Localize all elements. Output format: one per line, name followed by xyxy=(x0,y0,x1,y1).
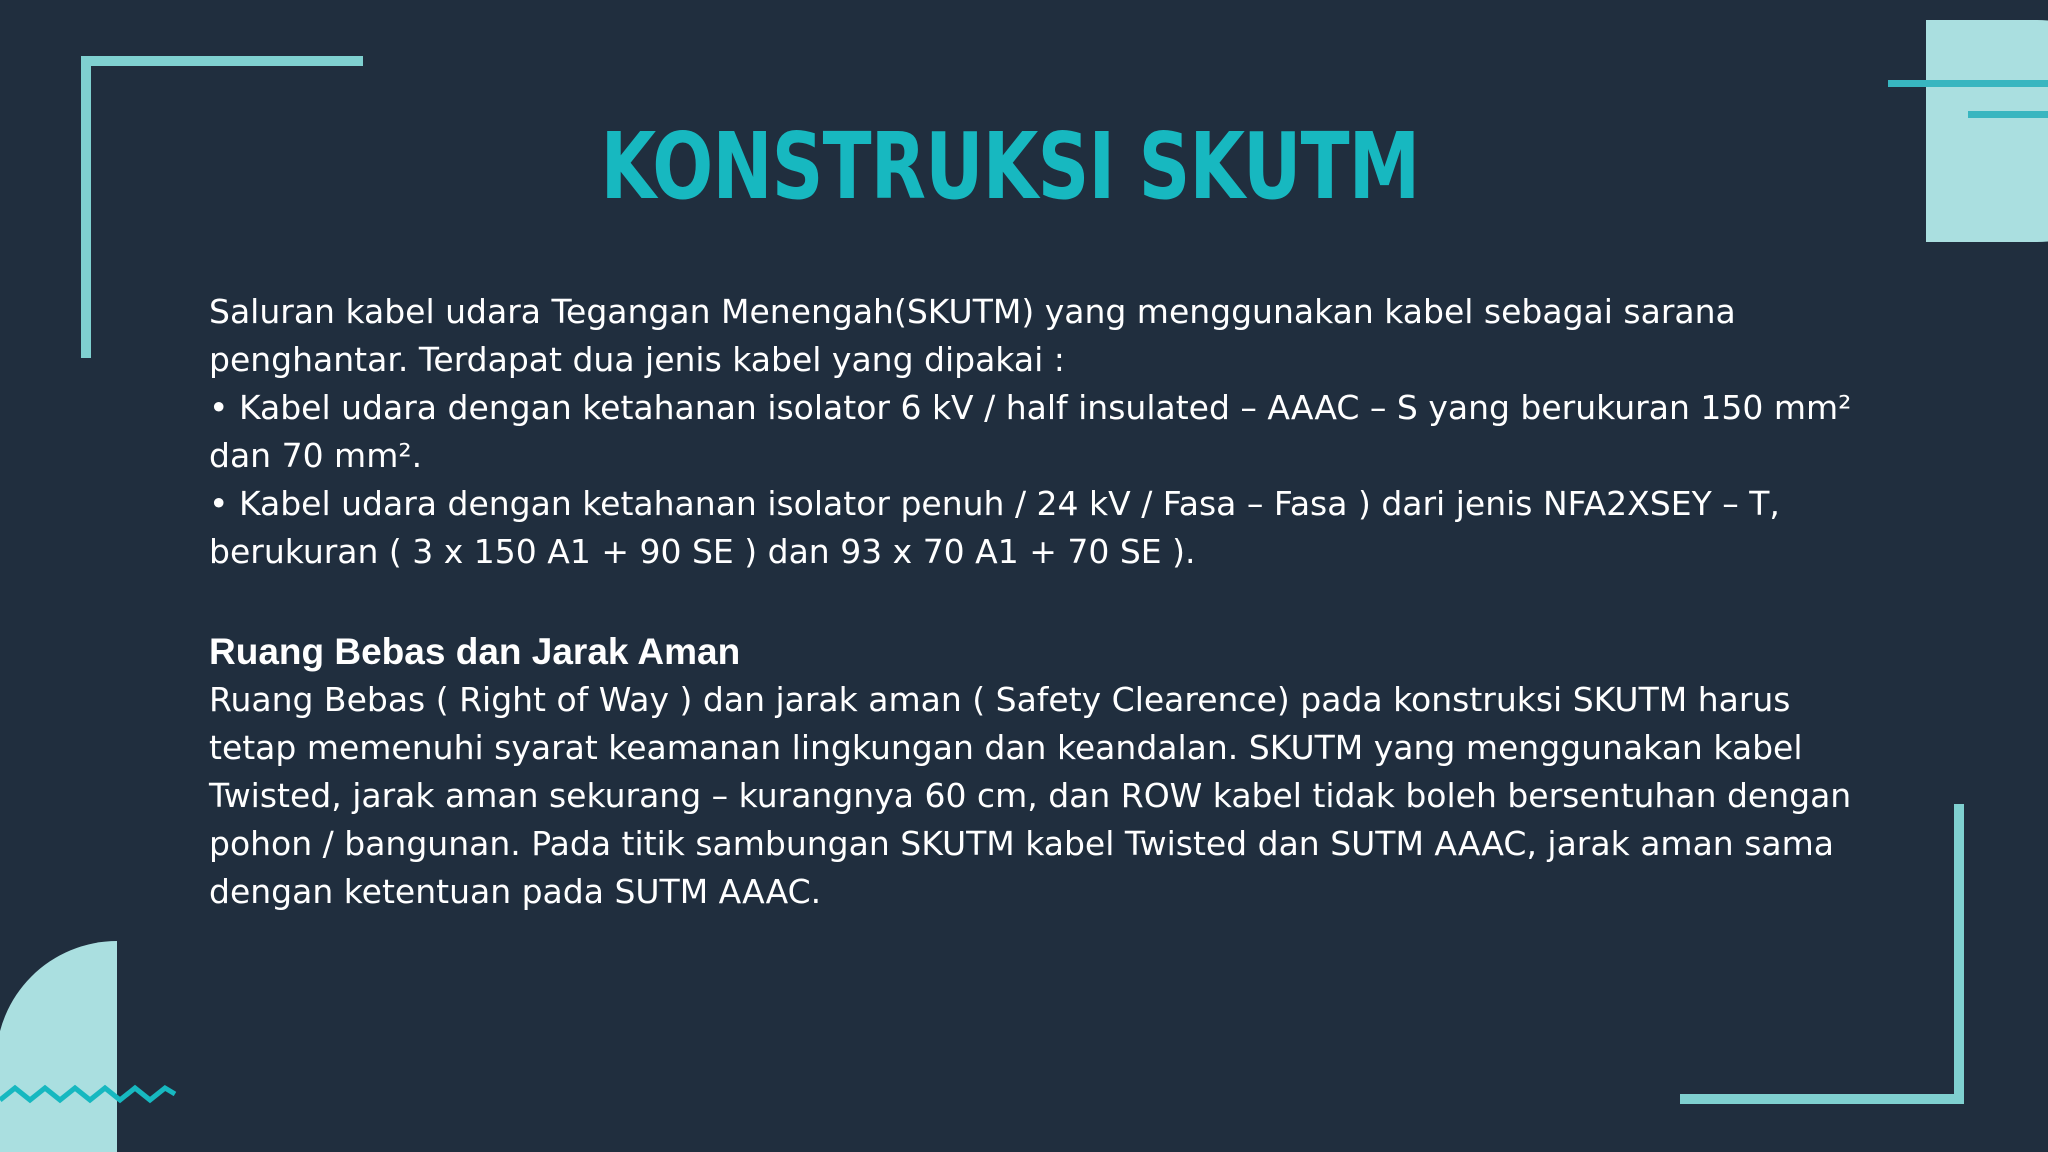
section-heading: Ruang Bebas dan Jarak Aman xyxy=(209,631,741,672)
top-right-accent-line xyxy=(1888,80,2048,87)
bottom-right-frame-vertical xyxy=(1954,804,1964,1104)
slide-title: KONSTRUKSI SKUTM xyxy=(600,113,1420,220)
intro-paragraph: Saluran kabel udara Tegangan Menengah(SKUTM) yang menggunakan kabel sebagai sarana penghantar. Terdapat dua jenis kabel yang dipakai : xyxy=(209,292,1736,379)
bottom-right-frame-horizontal xyxy=(1680,1094,1964,1104)
bullet-item: • Kabel udara dengan ketahanan isolator 6 kV / half insulated – AAAC – S yang berukuran 150 mm² dan 70 mm². xyxy=(209,388,1852,475)
top-right-accent-line-short xyxy=(1968,111,2048,118)
top-right-half-circle xyxy=(1926,20,2048,242)
top-left-frame-vertical xyxy=(81,56,91,358)
bullet-item: • Kabel udara dengan ketahanan isolator penuh / 24 kV / Fasa – Fasa ) dari jenis NFA2XSEY – T, berukuran ( 3 x 150 A1 + 90 SE ) dan 93 x 70 A1 + 70 SE ). xyxy=(209,484,1780,571)
bottom-left-quarter-shape xyxy=(0,941,117,1152)
slide-content xyxy=(209,288,1869,916)
spacer xyxy=(209,576,1869,628)
top-left-frame-horizontal xyxy=(81,56,363,66)
zigzag-icon xyxy=(0,1080,180,1110)
section-body: Ruang Bebas ( Right of Way ) dan jarak aman ( Safety Clearence) pada konstruksi SKUTM harus tetap memenuhi syarat keamanan lingkungan dan keandalan. SKUTM yang menggunakan kabel Twisted, jarak aman sekurang – kurangnya 60 cm, dan ROW kabel tidak boleh bersentuhan dengan pohon / bangunan. Pada titik sambungan SKUTM kabel Twisted dan SUTM AAAC, jarak aman sama dengan ketentuan pada SUTM AAAC. xyxy=(209,680,1852,911)
